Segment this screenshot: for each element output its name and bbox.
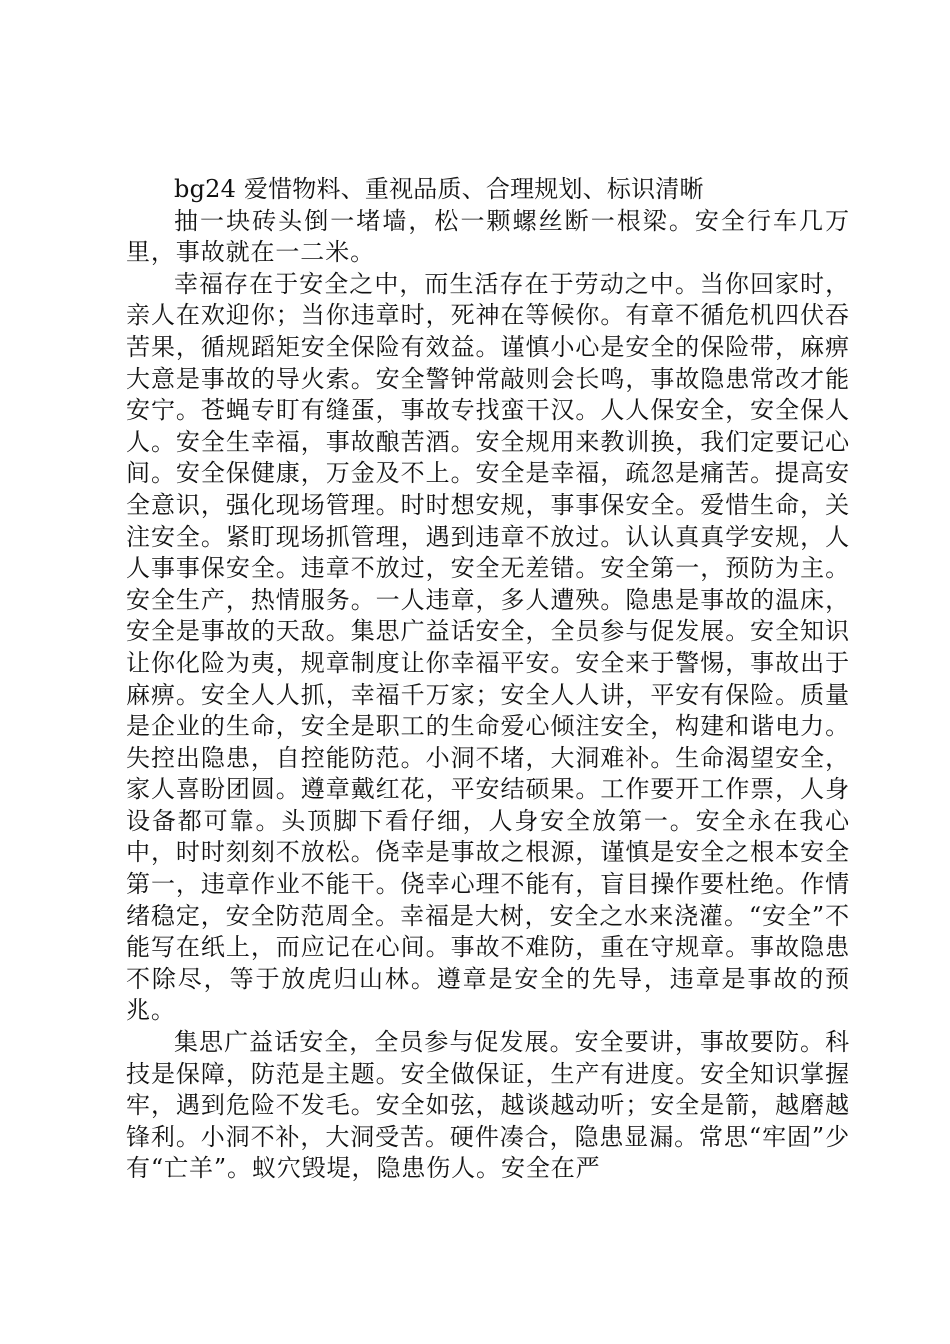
paragraph-1: 抽一块砖头倒一堵墙，松一颗螺丝断一根梁。安全行车几万里，事故就在一二米。	[126, 206, 850, 267]
document-title: bg24 爱惜物料、重视品质、合理规划、标识清晰	[174, 175, 704, 203]
paragraph-2: 幸福存在于安全之中，而生活存在于劳动之中。当你回家时，亲人在欢迎你；当你违章时，死神在等候你。有章不循危机四伏吞苦果，循规蹈矩安全保险有效益。谨慎小心是安全的保险带，麻痹大意是事故的导火索。安全警钟常敲则会长鸣，事故隐患常改才能安宁。苍蝇专盯有缝蛋，事故专找蛮干汉。人人保安全，安全保人人。安全生幸福，事故酿苦酒。安全规用来教训换，我们定要记心间。安全保健康，万金及不上。安全是幸福，疏忽是痛苦。提高安全意识，强化现场管理。时时想安规，事事保安全。爱惜生命，关注安全。紧盯现场抓管理，遇到违章不放过。认认真真学安规，人人事事保安全。违章不放过，安全无差错。安全第一，预防为主。安全生产，热情服务。一人违章，多人遭殃。隐患是事故的温床，安全是事故的天敌。集思广益话安全，全员参与促发展。安全知识让你化险为夷，规章制度让你幸福平安。安全来于警惕，事故出于麻痹。安全人人抓，幸福千万家；安全人人讲，平安有保险。质量是企业的生命，安全是职工的生命爱心倾注安全，构建和谐电力。失控出隐患，自控能防范。小洞不堵，大洞难补。生命渴望安全，家人喜盼团圆。遵章戴红花，平安结硕果。工作要开工作票，人身设备都可靠。头顶脚下看仔细，人身安全放第一。安全永在我心中，时时刻刻不放松。侥幸是事故之根源，谨慎是安全之根本安全第一，违章作业不能干。侥幸心理不能有，盲目操作要杜绝。作情绪稳定，安全防范周全。幸福是大树，安全之水来浇灌。“安全”不能写在纸上，而应记在心间。事故不难防，重在守规章。事故隐患不除尽，等于放虎归山林。遵章是安全的先导，违章是事故的预兆。	[126, 269, 850, 1025]
paragraph-3: 集思广益话安全，全员参与促发展。安全要讲，事故要防。科技是保障，防范是主题。安全做保证，生产有进度。安全知识掌握牢，遇到危险不发毛。安全如弦，越谈越动听；安全是箭，越磨越锋利。小洞不补，大洞受苦。硬件凑合，隐患显漏。常思“牢固”少有“亡羊”。蚁穴毁堤，隐患伤人。安全在严	[126, 1028, 850, 1183]
document-body	[126, 174, 850, 1185]
